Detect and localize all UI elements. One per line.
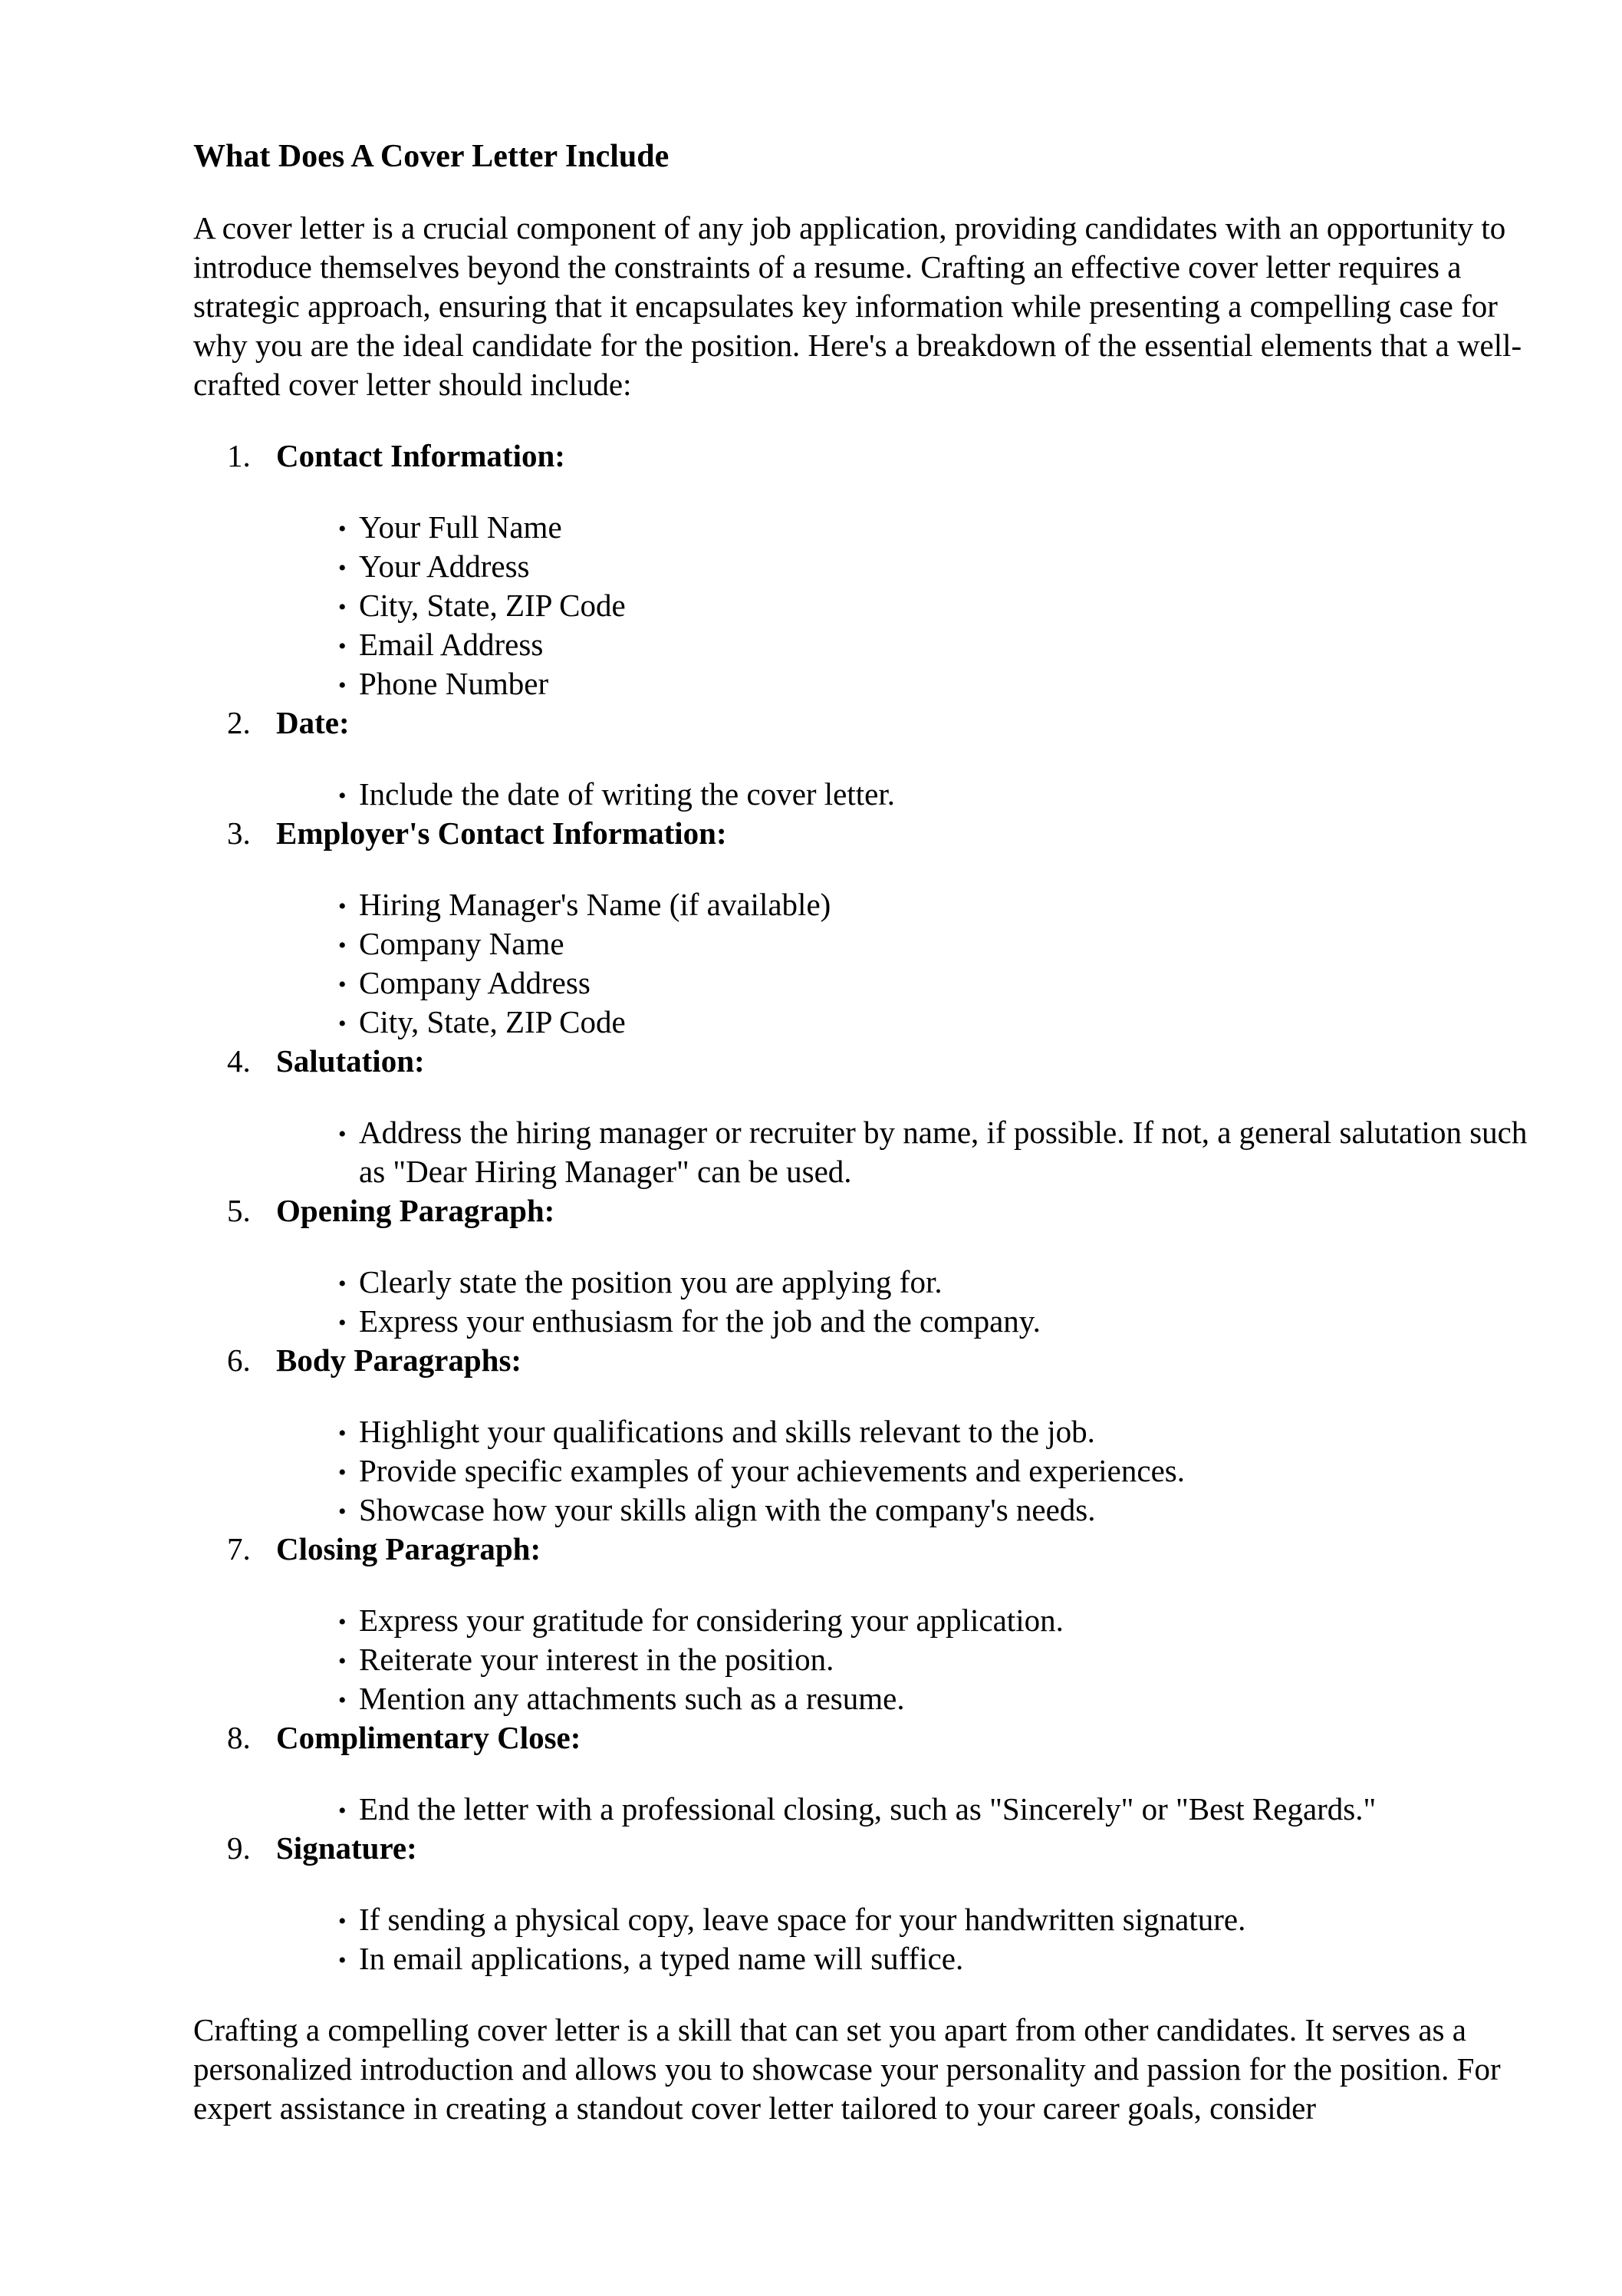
bullet-text: Address the hiring manager or recruiter by name, if possible. If not, a general salutation such as "Dear Hiring Manager" can be used. [359,1115,1528,1189]
section-item [193,703,1543,814]
bullet-text: Company Address [359,965,591,1000]
section-title: Employer's Contact Information: [276,815,727,851]
bullet-item [338,508,1543,547]
bullet-item [338,924,1543,964]
section-item [193,1829,1543,1978]
bullet-list [276,1113,1543,1191]
bullet-item [338,664,1543,703]
bullet-text: Showcase how your skills align with the company's needs. [359,1492,1096,1527]
bullet-list [276,1412,1543,1530]
bullet-dot-icon: • [338,1948,347,1973]
section-number: 7. [227,1531,251,1566]
page-title: What Does A Cover Letter Include [193,139,670,174]
bullet-dot-icon: • [338,1909,347,1934]
section-title: Opening Paragraph: [276,1193,555,1228]
section-title: Salutation: [276,1043,425,1079]
bullet-dot-icon: • [338,595,347,620]
bullet-text: Mention any attachments such as a resume. [359,1681,905,1716]
bullet-list [276,1790,1543,1829]
bullet-text: Hiring Manager's Name (if available) [359,887,831,922]
bullet-dot-icon: • [338,972,347,997]
bullet-list [276,885,1543,1042]
section-number: 8. [227,1720,251,1755]
section-number: 1. [227,438,251,473]
bullet-text: In email applications, a typed name will suffice. [359,1941,964,1976]
bullet-text: Reiterate your interest in the position. [359,1642,834,1677]
bullet-dot-icon: • [338,1310,347,1336]
bullet-item [338,1003,1543,1042]
bullet-list [276,1263,1543,1341]
bullet-item [338,885,1543,924]
section-item [193,1191,1543,1341]
section-number: 5. [227,1193,251,1228]
bullet-dot-icon: • [338,634,347,659]
section-title: Closing Paragraph: [276,1531,541,1566]
bullet-text: Company Name [359,926,564,961]
bullet-item [338,586,1543,625]
section-item [193,1341,1543,1530]
bullet-text: City, State, ZIP Code [359,1004,626,1039]
bullet-text: Clearly state the position you are applying for. [359,1264,943,1300]
section-title: Body Paragraphs: [276,1342,522,1378]
document-page [193,137,1543,2128]
bullet-item [338,1900,1543,1939]
bullet-dot-icon: • [338,1688,347,1713]
section-number: 4. [227,1043,251,1079]
bullet-text: Express your gratitude for considering your application. [359,1603,1064,1638]
bullet-item [338,1790,1543,1829]
bullet-dot-icon: • [338,1649,347,1674]
bullet-text: Phone Number [359,666,549,701]
bullet-dot-icon: • [338,1798,347,1823]
bullet-text: Include the date of writing the cover letter. [359,776,896,812]
bullet-item [338,964,1543,1003]
bullet-dot-icon: • [338,894,347,919]
section-item [193,1042,1543,1191]
section-item [193,1718,1543,1829]
bullet-item [338,1640,1543,1679]
section-title: Complimentary Close: [276,1720,581,1755]
section-number: 9. [227,1830,251,1866]
bullet-dot-icon: • [338,1421,347,1446]
bullet-dot-icon: • [338,1460,347,1485]
bullet-dot-icon: • [338,1609,347,1635]
section-item [193,814,1543,1042]
bullet-text: City, State, ZIP Code [359,588,626,623]
bullet-item [338,1939,1543,1978]
bullet-item [338,1679,1543,1718]
section-title: Date: [276,705,350,740]
bullet-list [276,1900,1543,1978]
bullet-list [276,508,1543,703]
bullet-text: Provide specific examples of your achievements and experiences. [359,1453,1185,1488]
section-title: Contact Information: [276,438,565,473]
bullet-item [338,1302,1543,1341]
bullet-dot-icon: • [338,555,347,581]
bullet-item [338,1451,1543,1491]
bullet-item [338,1263,1543,1302]
bullet-item [338,547,1543,586]
bullet-text: Express your enthusiasm for the job and the company. [359,1303,1041,1339]
bullet-item [338,1113,1543,1191]
section-number: 3. [227,815,251,851]
sections-list [193,436,1543,1978]
bullet-item [338,775,1543,814]
bullet-text: Email Address [359,627,544,662]
closing-paragraph: Crafting a compelling cover letter is a skill that can set you apart from other candidates. It serves as a personalized introduction and allows you to showcase your personality and passion for the position. For expert assistance in creating a standout cover letter tailored to your career goals, consider [193,2012,1501,2126]
bullet-dot-icon: • [338,1499,347,1524]
bullet-dot-icon: • [338,673,347,698]
bullet-text: Highlight your qualifications and skills relevant to the job. [359,1414,1095,1449]
section-item [193,1530,1543,1718]
bullet-dot-icon: • [338,1271,347,1296]
bullet-item [338,1601,1543,1640]
bullet-item [338,625,1543,664]
bullet-text: Your Address [359,548,530,584]
section-item [193,436,1543,703]
intro-paragraph: A cover letter is a crucial component of any job application, providing candidates with an opportunity to introduce themselves beyond the constraints of a resume. Crafting an effective cover letter requires a strategic approach, ensuring that it encapsulates key information while presenting a compelling case for why you are the ideal candidate for the position. Here's a breakdown of the essential elements that a well-crafted cover letter should include: [193,210,1522,402]
bullet-list [276,1601,1543,1718]
bullet-dot-icon: • [338,516,347,542]
bullet-dot-icon: • [338,783,347,809]
bullet-dot-icon: • [338,933,347,958]
bullet-item [338,1491,1543,1530]
bullet-item [338,1412,1543,1451]
bullet-dot-icon: • [338,1122,347,1147]
bullet-dot-icon: • [338,1011,347,1036]
bullet-text: Your Full Name [359,509,562,545]
bullet-text: If sending a physical copy, leave space for your handwritten signature. [359,1902,1246,1937]
section-number: 6. [227,1342,251,1378]
section-title: Signature: [276,1830,417,1866]
bullet-list [276,775,1543,814]
bullet-text: End the letter with a professional closing, such as "Sincerely" or "Best Regards." [359,1791,1377,1827]
section-number: 2. [227,705,251,740]
